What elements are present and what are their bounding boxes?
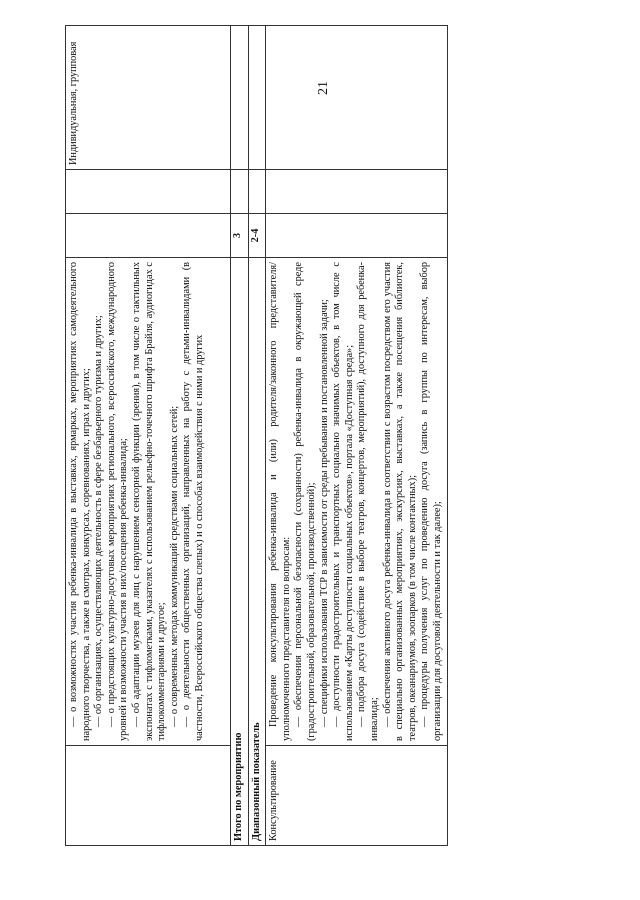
topic-item: — об организациях, осуществляющих деятельность в сфере безбарьерного туризма и других; [93,315,105,727]
duration-cell [66,170,231,214]
range-value: 2-4 [248,214,266,258]
topics-cell [266,258,447,746]
subtotal-label: Итого по мероприятию [231,258,249,846]
topic-item: — о возможностях участия ребенка-инвалида в выставках, ярмарках, мероприятиях самодеятельного народного творчества, а также в смотрах, конкурсах, соревнованиях, играх и других; [68,262,92,741]
topic-item: — об адаптации музеев для лиц с нарушением сенсорной функции (зрения), в том числе о тактильных экспонатах с тифлометками, указателях с использованием рельефно-точечного шрифта Брайля, аудиогидах с тифлокомментариями и другое; [130,262,168,741]
topic-item: — доступности градостроительных и транспортных социально значимых объектов, в том числе с использованием «Карты доступности социальных объектов», портала «Доступная среда»; [331,262,355,741]
range-empty-cell [248,170,266,214]
topic-item: — процедуры получения услуг по проведению досуга (запись в группы по интересам, выбор организации для досуговой деятельности и так далее); [419,262,443,741]
topic-item: — обеспечения персональной безопасности (сохранности) ребенка-инвалида в окружающей среде (градостроительной, образовательной, производственной); [293,262,317,741]
category-cell [66,746,231,846]
form-cell [266,26,447,170]
topic-item: — о современных методах коммуникаций средствами социальных сетей; [168,405,180,727]
range-label: Диапазонный показатель [248,258,266,846]
topic-item: — подбора досуга (содействие в выборе театров, концертов, мероприятий), доступного для ребенка-инвалида; [356,262,380,741]
quantity-cell [66,214,231,258]
table-row [66,26,231,846]
quantity-cell [266,214,447,258]
subtotal-empty-cell [231,26,249,170]
table-row [266,26,447,846]
subtotal-value: 3 [231,214,249,258]
range-empty-cell [248,26,266,170]
range-row [248,26,266,846]
page-number: 21 [316,81,331,95]
subtotal-empty-cell [231,170,249,214]
topic-item: — о деятельности общественных организаций, направленных на работу с детьми-инвалидами (в частности, Всероссийского общества слепых) и о способах взаимодействия с ними и других [181,262,205,741]
topic-item: — специфики использования ТСР в зависимости от среды пребывания и постановленной задачи; [318,299,330,727]
category-cell: Консультирование [266,746,447,846]
topic-item: Проведение консультирования ребенка-инвалида и (или) родителя/законного представителя/уполномоченного представителя по вопросам: [268,262,292,741]
subtotal-row [231,26,249,846]
topic-item: — обеспечения активного досуга ребенка-инвалида в соответствии с возрастом посредством его участия в специально организованных мероприятиях, экскурсиях, выставках, а также посещения библиотек, театров, океанариумов, зоопарков (в том числе контактных); [381,262,418,741]
rotated-table-region [65,26,443,846]
form-cell: Индивидуальная, групповая [66,26,231,170]
duration-cell [266,170,447,214]
topics-cell [66,258,231,746]
program-table [65,25,448,846]
topic-item: — о предстоящих культурно-досуговых мероприятиях регионального, всероссийского, международного уровней и возможности участия в них/посещения ребенка-инвалида; [105,262,130,741]
